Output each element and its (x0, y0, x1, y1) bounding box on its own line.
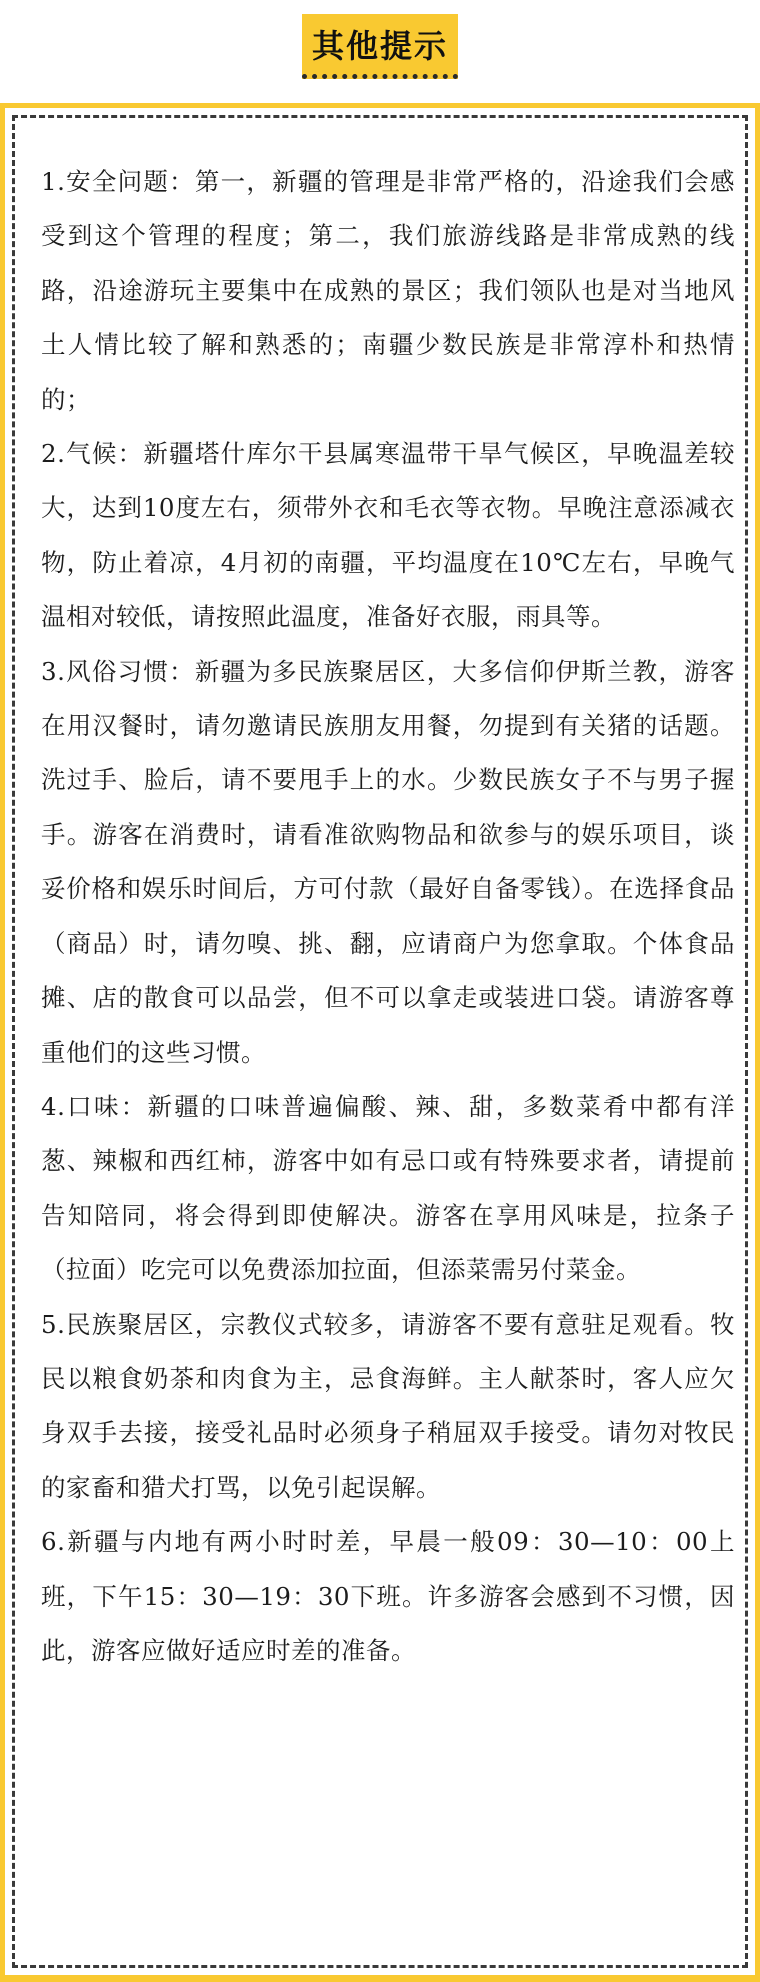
section-title: 其他提示 (302, 14, 458, 79)
tip-climate: 2.气候：新疆塔什库尔干县属寒温带干旱气候区，早晚温差较大，达到10度左右，须带外衣和毛衣等衣物。早晚注意添减衣物，防止着凉，4月初的南疆，平均温度在10℃左右，早晚气温相对较低，请按照此温度，准备好衣服，雨具等。 (41, 439, 735, 632)
tip-customs: 3.风俗习惯：新疆为多民族聚居区，大多信仰伊斯兰教，游客在用汉餐时，请勿邀请民族朋友用餐，勿提到有关猪的话题。洗过手、脸后，请不要甩手上的水。少数民族女子不与男子握手。游客在消费时，请看准欲购物品和欲参与的娱乐项目，谈妥价格和娱乐时间后，方可付款（最好自备零钱）。在选择食品（商品）时，请勿嗅、挑、翻，应请商户为您拿取。个体食品摊、店的散食可以品尝，但不可以拿走或装进口袋。请游客尊重他们的这些习惯。 (41, 656, 735, 1067)
tip-ethnic-area: 5.民族聚居区，宗教仪式较多，请游客不要有意驻足观看。牧民以粮食奶茶和肉食为主，忌食海鲜。主人献茶时，客人应欠身双手去接，接受礼品时必须身子稍屈双手接受。请勿对牧民的家畜和猎犬打骂，以免引起误解。 (41, 1309, 735, 1502)
tip-safety: 1.安全问题：第一，新疆的管理是非常严格的，沿途我们会感受到这个管理的程度；第二，我们旅游线路是非常成熟的线路，沿途游玩主要集中在成熟的景区；我们领队也是对当地风土人情比较了解和熟悉的；南疆少数民族是非常淳朴和热情的； (41, 167, 735, 414)
tips-frame (0, 103, 760, 1982)
tip-taste: 4.口味：新疆的口味普遍偏酸、辣、甜，多数菜肴中都有洋葱、辣椒和西红柿，游客中如有忌口或有特殊要求者，请提前告知陪同，将会得到即使解决。游客在享用风味是，拉条子（拉面）吃完可以免费添加拉面，但添菜需另付菜金。 (41, 1091, 735, 1285)
tips-inner-border (12, 115, 748, 1968)
tips-content (41, 155, 735, 1678)
header (0, 14, 760, 79)
tip-time-difference: 6.新疆与内地有两小时时差，早晨一般09：30—10：00上班，下午15：30—19：30下班。许多游客会感到不习惯，因此，游客应做好适应时差的准备。 (41, 1527, 735, 1665)
